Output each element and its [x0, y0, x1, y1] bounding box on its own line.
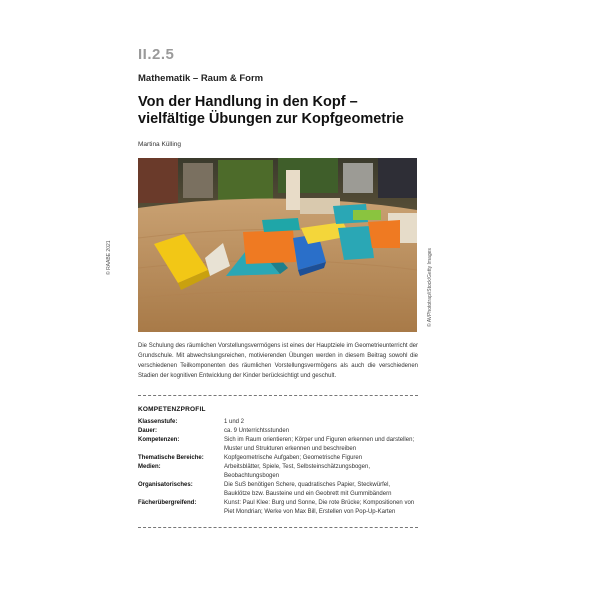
profile-row: [138, 418, 418, 427]
profile-key: Medien:: [138, 464, 161, 470]
title-line-1: Von der Handlung in den Kopf –: [138, 94, 358, 110]
blocks-illustration: [138, 158, 417, 332]
profile-value: Arbeitsblätter, Spiele, Test, Selbsteinschätzungsbogen, Beobachtungsbogen: [224, 464, 370, 479]
subject-heading: Mathematik – Raum & Form: [138, 73, 264, 84]
divider-bottom: [138, 527, 418, 528]
profile-key: Kompetenzen:: [138, 437, 180, 443]
profile-value: Die SuS benötigen Schere, quadratisches Papier, Steckwürfel, Bauklötze bzw. Bausteine und ein Geobrett mit Gummibändern: [224, 482, 392, 497]
profile-value: Kopfgeometrische Aufgaben; Geometrische Figuren: [224, 455, 363, 461]
profile-row: [138, 499, 418, 517]
photo-credit: © AVPhototrap/iStock/Getty Images: [427, 248, 433, 327]
profile-row: [138, 481, 418, 499]
divider-top: [138, 395, 418, 396]
intro-paragraph: Die Schulung des räumlichen Vorstellungsvermögens ist eines der Hauptziele im Geometrieunterricht der Grundschule. Mit abwechslungsreichen, motivierenden Übungen werden in diesem Beitrag sowohl die verschiedenen Teilkomponenten des räumlichen Vorstellungsvermögens als auch die verschiedenen Stadien der kognitiven Entwicklung der Kinder berücksichtigt und geschult.: [138, 343, 418, 379]
profile-row: [138, 427, 418, 436]
profile-key: Fächerübergreifend:: [138, 500, 197, 506]
profile-value: Kunst: Paul Klee: Burg und Sonne, Die rote Brücke; Kompositionen von Piet Mondrian; Werke von Max Bill, Erstellen von Pop-Up-Karten: [224, 500, 415, 515]
author-name: Martina Külling: [138, 141, 181, 148]
profile-heading: KOMPETENZPROFIL: [138, 406, 206, 413]
profile-key: Klassenstufe:: [138, 419, 178, 425]
profile-row: [138, 463, 418, 481]
profile-key: Organisatorisches:: [138, 482, 193, 488]
profile-row: [138, 454, 418, 463]
section-number: II.2.5: [138, 46, 175, 63]
profile-key: Thematische Bereiche:: [138, 455, 204, 461]
profile-value: Sich im Raum orientieren; Körper und Figuren erkennen und darstellen; Muster und Strukturen erkennen und beschreiben: [224, 437, 415, 452]
profile-key: Dauer:: [138, 428, 158, 434]
publisher-copyright: © RAABE 2021: [106, 240, 112, 275]
title-line-2: vielfältige Übungen zur Kopfgeometrie: [138, 111, 404, 127]
competence-profile: [138, 395, 418, 528]
photo-wooden-blocks: [138, 158, 417, 332]
profile-value: ca. 9 Unterrichtsstunden: [224, 428, 290, 434]
page-title: [138, 94, 438, 128]
profile-row: [138, 436, 418, 454]
profile-value: 1 und 2: [224, 419, 245, 425]
